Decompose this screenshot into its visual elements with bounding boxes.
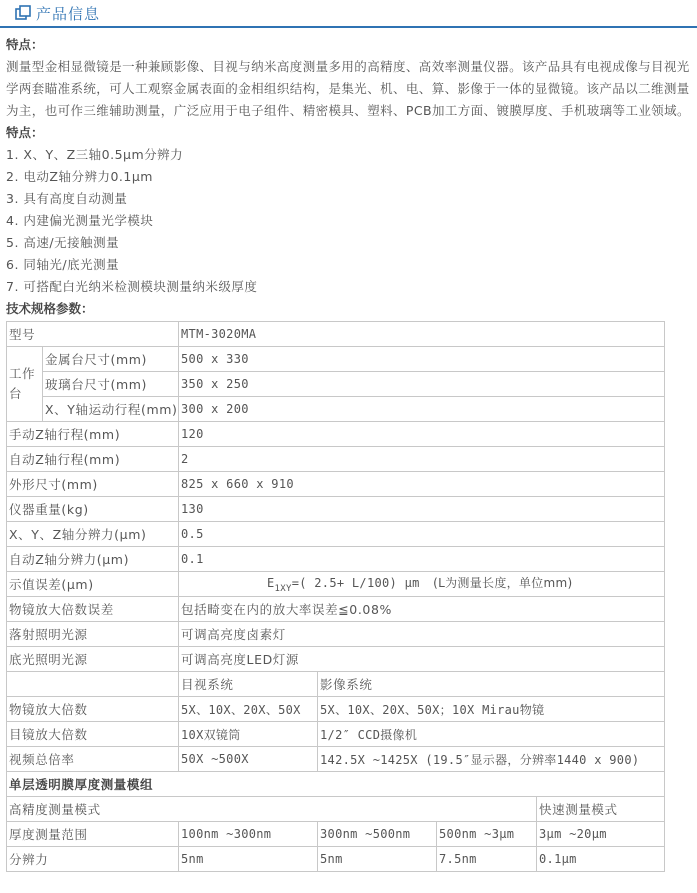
feature-item: 1. X、Y、Z三轴0.5μm分辨力 [6, 147, 184, 162]
spec-label-cell: 手动Z轴行程(mm) [7, 422, 179, 447]
product-content [0, 28, 697, 872]
resolution-cell: 5nm [318, 847, 437, 872]
table-row [7, 422, 665, 447]
table-row [7, 472, 665, 497]
range-cell: 500nm ~3μm [437, 822, 537, 847]
table-row [7, 522, 665, 547]
spec-label-cell: 自动Z轴行程(mm) [7, 447, 179, 472]
features-list [6, 144, 691, 298]
table-row [7, 622, 665, 647]
spec-value-cell: 可调高亮度LED灯源 [179, 647, 665, 672]
spec-label-cell: 型号 [7, 322, 179, 347]
product-info-icon [15, 5, 31, 21]
table-row [7, 347, 665, 372]
image-value-cell: 142.5X ~1425X (19.5″显示器，分辨率1440 x 900) [318, 747, 665, 772]
range-cell: 100nm ~300nm [179, 822, 318, 847]
spec-label-cell: 视频总倍率 [7, 747, 179, 772]
intro-paragraph: 测量型金相显微镜是一种兼顾影像、目视与纳米高度测量多用的高精度、高效率测量仪器。该产品具有电视成像与目视光学两套瞄准系统，可人工观察金属表面的金相组织结构，是集光、机、电、算、影像于一体的显微镜。该产品以二维测量为主，也可作三维辅助测量，广泛应用于电子组件、精密模具、塑料、PCB加工方面、镀膜厚度、手机玻璃等工业领域。 [6, 59, 690, 118]
table-row [7, 497, 665, 522]
visual-value-cell: 50X ~500X [179, 747, 318, 772]
error-formula: =( 2.5+ L/100) μm [291, 576, 420, 590]
spec-label-cell: 落射照明光源 [7, 622, 179, 647]
error-subscript: 1XY [274, 584, 292, 594]
spec-label-cell: 仪器重量(kg) [7, 497, 179, 522]
spec-value-cell: 130 [179, 497, 665, 522]
feature-item: 3. 具有高度自动测量 [6, 191, 128, 206]
table-row [7, 372, 665, 397]
spec-label-cell: 分辨力 [7, 847, 179, 872]
table-row [7, 722, 665, 747]
spec-label-cell: 底光照明光源 [7, 647, 179, 672]
error-symbol: E [267, 576, 275, 590]
feature-item: 4. 内建偏光测量光学模块 [6, 213, 154, 228]
spec-label: 技术规格参数： [6, 301, 94, 316]
fast-mode-header: 快速测量模式 [537, 797, 665, 822]
table-row [7, 772, 665, 797]
image-system-header: 影像系统 [318, 672, 665, 697]
spec-label-cell: 外形尺寸(mm) [7, 472, 179, 497]
table-row [7, 397, 665, 422]
spec-value-cell: MTM-3020MA [179, 322, 665, 347]
range-cell: 3μm ~20μm [537, 822, 665, 847]
spec-label-cell: 示值误差(μm) [7, 572, 179, 597]
table-row [7, 572, 665, 597]
spec-value-cell: 可调高亮度卤素灯 [179, 622, 665, 647]
spec-value-cell: 0.5 [179, 522, 665, 547]
table-row [7, 697, 665, 722]
visual-value-cell: 10X双镜筒 [179, 722, 318, 747]
error-note: (L为测量长度，单位mm) [433, 576, 573, 590]
spec-label-cell: 金属台尺寸(mm) [43, 347, 179, 372]
feature-item: 5. 高速/无接触测量 [6, 235, 120, 250]
spec-value-cell: 2 [179, 447, 665, 472]
error-formula-cell [179, 572, 665, 597]
spec-table [6, 321, 665, 872]
spec-value-cell: 825 x 660 x 910 [179, 472, 665, 497]
spec-value-cell: 300 x 200 [179, 397, 665, 422]
table-row [7, 647, 665, 672]
spec-value-cell: 0.1 [179, 547, 665, 572]
resolution-cell: 5nm [179, 847, 318, 872]
section-header [0, 0, 697, 28]
spec-label-cell: X、Y、Z轴分辨力(μm) [7, 522, 179, 547]
feature-item: 6. 同轴光/底光测量 [6, 257, 120, 272]
spec-label-cell: 物镜放大倍数误差 [7, 597, 179, 622]
feature-item: 7. 可搭配白光纳米检测模块测量纳米级厚度 [6, 279, 258, 294]
spec-label-cell: 目镜放大倍数 [7, 722, 179, 747]
resolution-cell: 0.1μm [537, 847, 665, 872]
resolution-cell: 7.5nm [437, 847, 537, 872]
image-value-cell: 1/2″ CCD摄像机 [318, 722, 665, 747]
spec-label-cell: 厚度测量范围 [7, 822, 179, 847]
table-row [7, 447, 665, 472]
spec-label-cell: X、Y轴运动行程(mm) [43, 397, 179, 422]
empty-cell [7, 672, 179, 697]
table-row [7, 597, 665, 622]
spec-value-cell: 350 x 250 [179, 372, 665, 397]
spec-value-cell: 500 x 330 [179, 347, 665, 372]
spec-value-cell: 包括畸变在内的放大率误差≦0.08% [179, 597, 665, 622]
section-title: 产品信息 [36, 5, 101, 23]
table-row [7, 822, 665, 847]
spec-label-cell: 玻璃台尺寸(mm) [43, 372, 179, 397]
visual-system-header: 目视系统 [179, 672, 318, 697]
features-label: 特点： [6, 125, 44, 140]
film-module-title: 单层透明膜厚度测量模组 [7, 772, 665, 797]
image-value-cell: 5X、10X、20X、50X；10X Mirau物镜 [318, 697, 665, 722]
table-row [7, 547, 665, 572]
range-cell: 300nm ~500nm [318, 822, 437, 847]
spec-value-cell: 120 [179, 422, 665, 447]
spec-label-cell: 物镜放大倍数 [7, 697, 179, 722]
feature-item: 2. 电动Z轴分辨力0.1μm [6, 169, 153, 184]
table-row [7, 322, 665, 347]
high-precision-mode-header: 高精度测量模式 [7, 797, 537, 822]
table-row [7, 747, 665, 772]
worktable-label: 工作台 [7, 347, 43, 422]
visual-value-cell: 5X、10X、20X、50X [179, 697, 318, 722]
table-row [7, 847, 665, 872]
table-row [7, 797, 665, 822]
table-row [7, 672, 665, 697]
spec-label-cell: 自动Z轴分辨力(μm) [7, 547, 179, 572]
intro-label: 特点： [6, 37, 44, 52]
